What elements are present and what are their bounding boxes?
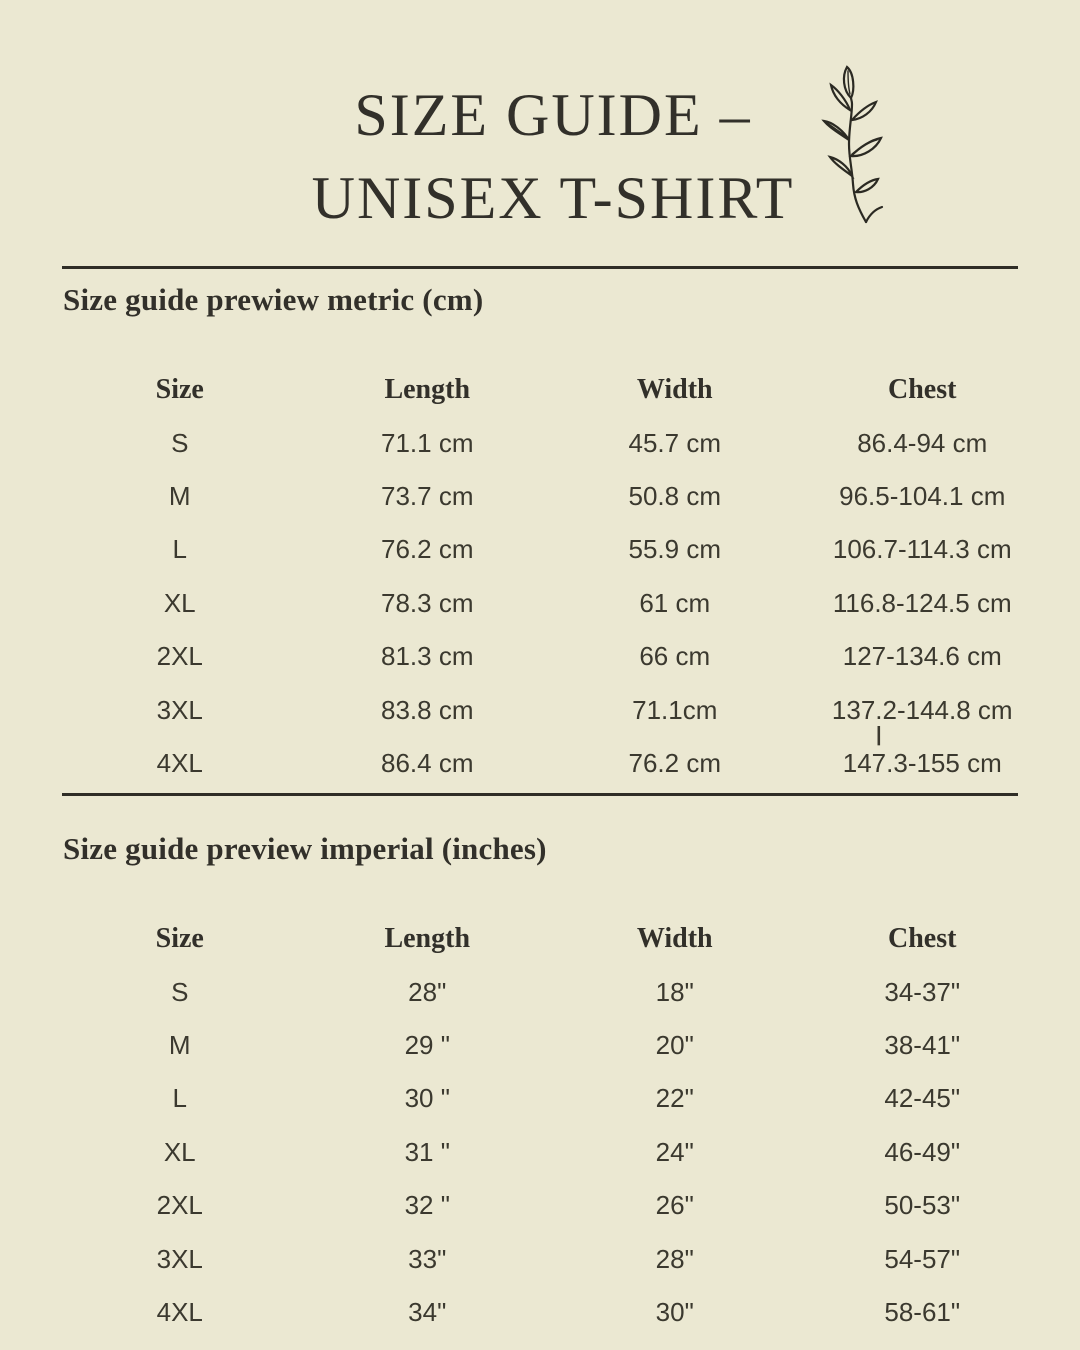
width-cell: 76.2 cm xyxy=(628,747,721,778)
width-cell: 26" xyxy=(655,1190,694,1221)
chest-cell: 127-134.6 cm xyxy=(842,641,1002,672)
page-title-line-2: UNISEX T-SHIRT xyxy=(311,165,795,231)
chest-cell: 106.7-114.3 cm xyxy=(832,534,1012,565)
imperial-table xyxy=(56,912,1046,1339)
size-cell: 2XL xyxy=(156,1190,203,1221)
length-cell: 29 " xyxy=(404,1029,450,1060)
size-cell: L xyxy=(172,534,187,565)
metric-col-header-width: Width xyxy=(636,373,713,405)
size-cell: M xyxy=(168,1029,191,1060)
width-cell: 18" xyxy=(655,976,694,1007)
size-cell: L xyxy=(172,1083,187,1114)
chest-cell: 137.2-144.8 cm xyxy=(831,694,1013,725)
width-cell: 50.8 cm xyxy=(628,480,721,511)
metric-col-header-length: Length xyxy=(384,373,471,405)
leaf-sprig-icon xyxy=(806,64,896,224)
chest-cell: 116.8-124.5 cm xyxy=(832,587,1012,618)
imperial-col-header-length: Length xyxy=(384,922,471,954)
length-cell: 28" xyxy=(408,976,447,1007)
chest-cell: 147.3-155 cm xyxy=(842,747,1002,778)
width-cell: 45.7 cm xyxy=(628,427,721,458)
width-cell: 30" xyxy=(655,1296,694,1327)
size-cell: 3XL xyxy=(156,694,203,725)
metric-col-header-chest: Chest xyxy=(888,373,957,405)
size-cell: M xyxy=(168,480,191,511)
imperial-col-header-width: Width xyxy=(636,922,713,954)
length-cell: 81.3 cm xyxy=(381,641,474,672)
metric-table xyxy=(56,363,1046,790)
width-cell: 66 cm xyxy=(639,641,711,672)
length-cell: 76.2 cm xyxy=(381,534,474,565)
width-cell: 55.9 cm xyxy=(628,534,721,565)
length-cell: 30 " xyxy=(404,1083,450,1114)
width-cell: 22" xyxy=(655,1083,694,1114)
chest-cell: 38-41" xyxy=(884,1029,961,1060)
length-cell: 32 " xyxy=(404,1190,450,1221)
length-cell: 73.7 cm xyxy=(381,480,474,511)
width-cell: 61 cm xyxy=(639,587,711,618)
size-cell: XL xyxy=(163,1136,196,1167)
length-cell: 83.8 cm xyxy=(381,694,474,725)
divider-middle xyxy=(62,793,1018,796)
length-cell: 34" xyxy=(408,1296,447,1327)
size-cell: 4XL xyxy=(156,1296,203,1327)
imperial-col-header-size: Size xyxy=(155,922,204,954)
width-cell: 24" xyxy=(655,1136,694,1167)
size-cell: 2XL xyxy=(156,641,203,672)
length-cell: 78.3 cm xyxy=(381,587,474,618)
imperial-col-header-chest: Chest xyxy=(888,922,957,954)
chest-cell: 34-37" xyxy=(884,976,961,1007)
size-cell: 3XL xyxy=(156,1243,203,1274)
length-cell: 86.4 cm xyxy=(381,747,474,778)
width-cell: 28" xyxy=(655,1243,694,1274)
chest-cell: 46-49" xyxy=(884,1136,961,1167)
size-cell: S xyxy=(171,976,189,1007)
chest-cell: 58-61" xyxy=(884,1296,961,1327)
width-cell: 71.1cm xyxy=(632,694,718,725)
metric-section-heading: Size guide prewiew metric (cm) xyxy=(63,282,484,317)
stray-cursor-mark: | xyxy=(876,724,882,746)
metric-col-header-size: Size xyxy=(155,373,204,405)
length-cell: 33" xyxy=(408,1243,447,1274)
size-cell: S xyxy=(171,427,189,458)
chest-cell: 50-53" xyxy=(884,1190,961,1221)
page-title-line-1: SIZE GUIDE – xyxy=(354,82,752,148)
width-cell: 20" xyxy=(655,1029,694,1060)
chest-cell: 42-45" xyxy=(884,1083,961,1114)
divider-top xyxy=(62,266,1018,269)
chest-cell: 54-57" xyxy=(884,1243,961,1274)
length-cell: 71.1 cm xyxy=(381,427,474,458)
imperial-section-heading: Size guide preview imperial (inches) xyxy=(63,831,547,866)
size-cell: 4XL xyxy=(156,747,203,778)
length-cell: 31 " xyxy=(404,1136,450,1167)
chest-cell: 86.4-94 cm xyxy=(857,427,988,458)
chest-cell: 96.5-104.1 cm xyxy=(839,480,1006,511)
size-cell: XL xyxy=(163,587,196,618)
